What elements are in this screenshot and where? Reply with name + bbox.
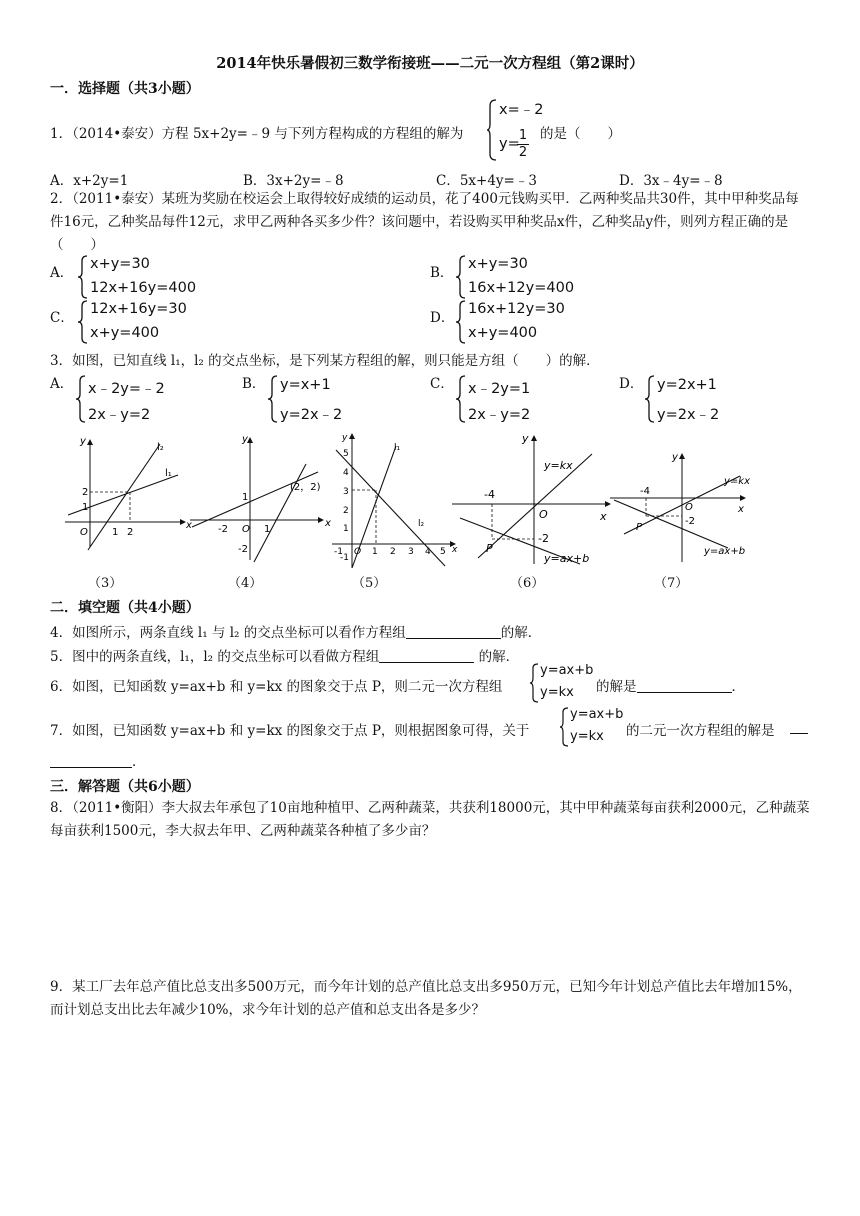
q5-text: 5．图中的两条直线，l₁，l₂ 的交点坐标可以看做方程组: [50, 649, 380, 665]
figure-5-caption: （5）: [352, 576, 387, 591]
y-tick-2: 2: [82, 487, 89, 498]
q3-d-eq2: y=2x﹣2: [657, 407, 720, 423]
q2-option-d-system: [456, 299, 586, 345]
q6-post: 的解是: [596, 679, 637, 695]
point-p-label: P: [486, 542, 493, 555]
q5-line: [50, 645, 519, 665]
brace-icon: [560, 706, 569, 748]
brace-icon: [78, 254, 88, 300]
figure-7-caption: （7）: [654, 576, 689, 591]
q1-suffix: 的是（ ）: [540, 126, 621, 142]
q1-option-a: A．x+2y=1: [50, 173, 129, 189]
y-tick-2: 2: [343, 506, 349, 516]
brace-icon: [456, 374, 466, 424]
q2-option-d-label: D．: [430, 310, 455, 326]
q5-tail: 的解．: [474, 649, 520, 665]
q3-b-eq2: y=2x﹣2: [280, 407, 343, 423]
q1-option-d: D．3x﹣4y=﹣8: [619, 173, 723, 189]
q6-system: [530, 662, 596, 704]
figure-6: [452, 432, 622, 571]
q7-end: ．: [132, 754, 146, 770]
y-label: y: [522, 432, 529, 445]
figure-5: [330, 430, 460, 574]
x-label: x: [738, 504, 744, 515]
q3-option-d-system: [645, 374, 765, 424]
q3-option-c-system: [456, 374, 576, 424]
origin-label: O: [242, 524, 250, 535]
kx-label: y=kx: [724, 476, 751, 487]
section-heading-choice: 一．选择题（共3小题）: [50, 81, 200, 97]
section-heading-solve: 三．解答题（共6小题）: [50, 779, 200, 795]
figure-4: [188, 432, 338, 566]
figure-4-graph: [188, 432, 338, 562]
y-tick-4: 4: [343, 468, 349, 478]
y-tick-neg1: -1: [340, 553, 349, 563]
q3-c-eq2: 2x﹣y=2: [468, 407, 531, 423]
q2-option-c-label: C．: [50, 310, 74, 326]
q1-option-c: C．5x+4y=﹣3: [436, 173, 537, 189]
q8-text: 8．（2011•衡阳）李大叔去年承包了10亩地种植甲、乙两种蔬菜，共获利18000元，其中甲种蔬菜每亩获利2000元，乙种蔬菜每亩获利1500元，李大叔去年甲、乙两种蔬菜各种植了多少亩？: [50, 800, 810, 839]
q7-answer-blank-b[interactable]: [50, 753, 132, 768]
origin-label: O: [354, 547, 362, 557]
q7-post: 的二元一次方程组的解是: [626, 723, 775, 739]
q6-eq2: y=kx: [540, 685, 574, 700]
line-a: [192, 472, 318, 527]
q4-text: 4．如图所示，两条直线 l₁ 与 l₂ 的交点坐标可以看作方程组: [50, 625, 406, 641]
x-label: x: [325, 518, 331, 529]
origin-label: O: [539, 508, 548, 521]
page-title: 2014年快乐暑假初三数学衔接班——二元一次方程组（第2课时）: [216, 55, 644, 72]
x-tick-2: 2: [127, 527, 134, 538]
l2-label: l₂: [418, 519, 425, 529]
line-ax-b: [614, 500, 728, 548]
q2-c-eq2: x+y=400: [90, 325, 160, 341]
brace-icon: [268, 374, 278, 424]
origin-label: O: [80, 527, 88, 538]
y-label: y: [80, 436, 86, 447]
q2-d-eq1: 16x+12y=30: [468, 301, 565, 317]
brace-icon: [78, 299, 88, 345]
q4-line: [50, 621, 541, 641]
point-p-label: P: [636, 522, 643, 533]
q7-system: [560, 706, 626, 748]
x-tick-4: 4: [425, 547, 431, 557]
x-label: x: [452, 545, 458, 555]
figure-7: [610, 450, 760, 569]
section-heading-fill: 二．填空题（共4小题）: [50, 600, 200, 616]
brace-icon: [456, 299, 466, 345]
y-label: y: [242, 434, 248, 445]
q1-frac-num: 1: [518, 128, 528, 143]
q4-tail: 的解．: [500, 625, 542, 641]
x-tick-1: 1: [112, 527, 119, 538]
q2-option-a-label: A．: [50, 265, 74, 281]
l1-label: l₁: [394, 443, 401, 453]
figure-3-graph: [60, 432, 200, 552]
q2-c-eq1: 12x+16y=30: [90, 301, 187, 317]
figure-7-graph: [610, 450, 760, 565]
y-tick-1: 1: [343, 524, 349, 534]
q1-sol-y-prefix: y=: [499, 136, 520, 152]
l2-label: l₂: [157, 442, 164, 453]
q2-option-b-label: B．: [430, 265, 454, 281]
x-tick-1: 1: [372, 547, 378, 557]
q3-option-a-label: A．: [50, 376, 74, 392]
figure-6-caption: （6）: [510, 576, 545, 591]
q2-text: 2．（2011•泰安）某班为奖励在校运会上取得较好成绩的运动员，花了400元钱购买甲．乙两种奖品共30件，其中甲种奖品每件16元，乙种奖品每件12元，求甲乙两种各买多少件？该问题中，若设购买甲种奖品x件，乙种奖品y件，则列方程正确的是（ ）: [50, 191, 799, 253]
y-tick-1: 1: [82, 502, 89, 513]
x-tick-neg2: -2: [218, 524, 228, 535]
intersection-label: (2，2): [290, 482, 321, 493]
q7-answer-blank-a[interactable]: [790, 719, 808, 734]
brace-icon: [530, 662, 539, 704]
brace-icon: [76, 374, 86, 424]
x-tick-neg4: -4: [640, 486, 650, 497]
q1-frac-den: 2: [518, 145, 528, 160]
x-tick-5: 5: [440, 547, 446, 557]
x-label: x: [600, 510, 607, 523]
q2-b-eq2: 16x+12y=400: [468, 280, 575, 296]
figure-4-caption: （4）: [228, 576, 263, 591]
y-tick-neg2: -2: [538, 532, 549, 545]
kx-label: y=kx: [544, 459, 573, 472]
q2-option-a-system: [78, 254, 208, 300]
x-tick-2: 2: [390, 547, 396, 557]
q1-option-b: B．3x+2y=﹣8: [243, 173, 344, 189]
q3-a-eq1: x﹣2y=﹣2: [88, 381, 165, 397]
brace-icon: [645, 374, 655, 424]
ax-b-label: y=ax+b: [544, 552, 590, 565]
line-kx: [478, 454, 592, 558]
l1-label: l₁: [165, 468, 172, 479]
x-label: x: [186, 520, 192, 531]
q2-option-c-system: [78, 299, 208, 345]
q3-text: 3．如图，已知直线 l₁，l₂ 的交点坐标，是下列某方程组的解，则只能是方组（ ）的解．: [50, 353, 600, 369]
q3-option-d-label: D．: [619, 376, 644, 392]
q6-text: 6．如图，已知函数 y=ax+b 和 y=kx 的图象交于点 P，则二元一次方程组: [50, 679, 503, 695]
q1-fraction: [517, 128, 529, 161]
y-tick-3: 3: [343, 487, 349, 497]
q7-eq2: y=kx: [570, 729, 604, 744]
q6-eq1: y=ax+b: [540, 663, 594, 678]
figure-3-caption: （3）: [88, 576, 123, 591]
brace-icon: [487, 98, 497, 162]
q9-text: 9．某工厂去年总产值比总支出多500万元，而今年计划的总产值比总支出多950万元，已知今年计划总产值比去年增加15%，而计划总支出比去年减少10%，求今年计划的总产值和总支出各是多少？: [50, 979, 802, 1018]
q3-option-a-system: [76, 374, 196, 424]
q4-answer-blank[interactable]: [406, 624, 501, 639]
x-tick-neg4: -4: [484, 488, 495, 501]
figure-6-graph: [452, 432, 622, 567]
x-tick-1: 1: [264, 524, 271, 535]
y-tick-1: 1: [242, 492, 249, 503]
q2-a-eq2: 12x+16y=400: [90, 280, 197, 296]
q2-b-eq1: x+y=30: [468, 256, 528, 272]
y-label: y: [342, 433, 348, 443]
y-label: y: [672, 452, 678, 463]
q2-a-eq1: x+y=30: [90, 256, 150, 272]
q2-d-eq2: x+y=400: [468, 325, 538, 341]
q1-sol-x: x=﹣2: [499, 102, 544, 118]
q7-blank-start: [790, 719, 808, 736]
q6-answer-blank[interactable]: [637, 678, 732, 693]
q3-c-eq1: x﹣2y=1: [468, 381, 531, 397]
q3-b-eq1: y=x+1: [280, 377, 331, 393]
x-tick-3: 3: [408, 547, 414, 557]
brace-icon: [456, 254, 466, 300]
x-tick-neg1: -1: [334, 547, 343, 557]
y-tick-neg2: -2: [238, 544, 248, 555]
q1-text: 1．（2014•泰安）方程 5x+2y=﹣9 与下列方程构成的方程组的解为: [50, 126, 464, 142]
q3-option-c-label: C．: [430, 376, 454, 392]
q6-tail: [596, 675, 745, 695]
q5-answer-blank[interactable]: [379, 648, 474, 663]
q3-option-b-system: [268, 374, 388, 424]
q7-eq1: y=ax+b: [570, 707, 624, 722]
q3-option-b-label: B．: [242, 376, 266, 392]
q3-a-eq2: 2x﹣y=2: [88, 407, 151, 423]
y-tick-5: 5: [343, 449, 349, 459]
ax-b-label: y=ax+b: [704, 546, 746, 557]
figure-5-graph: [330, 430, 460, 570]
figure-3: [60, 432, 200, 556]
q7-blank-line: [50, 750, 146, 770]
q2-option-b-system: [456, 254, 586, 300]
line-b: [254, 464, 306, 562]
origin-label: O: [685, 502, 693, 513]
q3-d-eq1: y=2x+1: [657, 377, 717, 393]
y-tick-neg2: -2: [685, 516, 695, 527]
q7-text: 7．如图，已知函数 y=ax+b 和 y=kx 的图象交于点 P，则根据图象可得，关于: [50, 723, 530, 739]
line-l2: [88, 444, 160, 550]
q6-end: ．: [731, 679, 745, 695]
